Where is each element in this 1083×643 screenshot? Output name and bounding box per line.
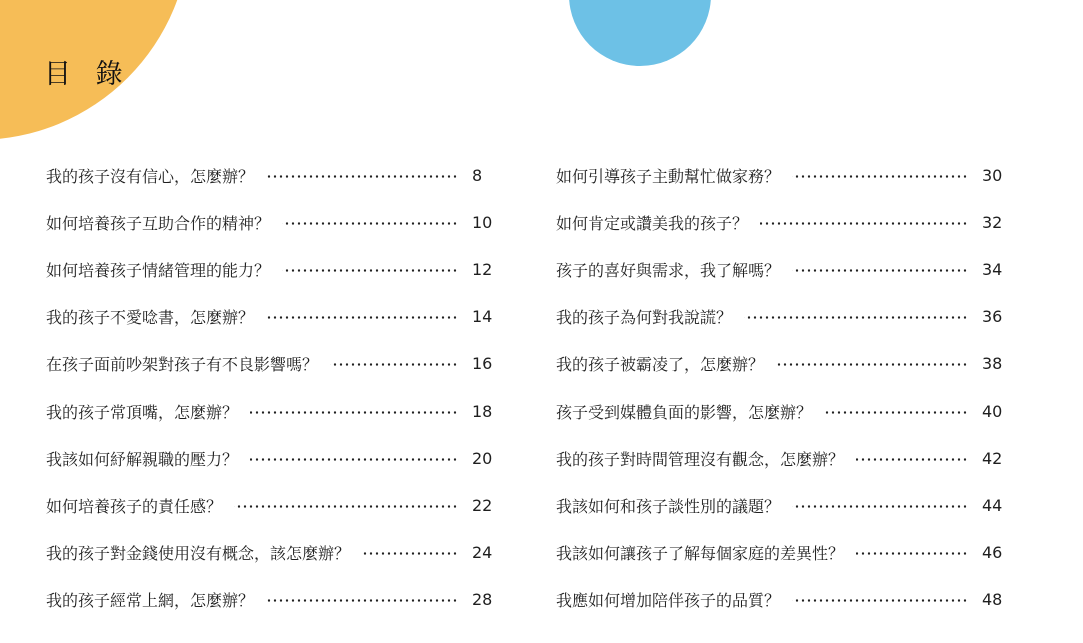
toc-entry-title: 我的孩子對時間管理沒有觀念，怎麼辦？ xyxy=(556,449,845,469)
dot-leader xyxy=(792,599,968,602)
dot-leader xyxy=(234,505,458,508)
toc-entry[interactable] xyxy=(46,387,506,434)
toc-entry[interactable] xyxy=(46,293,506,340)
toc-entry[interactable] xyxy=(556,387,1016,434)
toc-entry[interactable] xyxy=(556,576,1016,623)
toc-entry-title: 如何培養孩子情緒管理的能力？ xyxy=(46,261,271,281)
toc-entry-title: 我該如何和孩子談性別的議題？ xyxy=(556,496,781,516)
dot-leader xyxy=(792,175,968,178)
dot-leader xyxy=(760,222,968,225)
toc-entry[interactable] xyxy=(46,482,506,529)
dot-leader xyxy=(250,458,458,461)
dot-leader xyxy=(282,269,458,272)
dot-leader xyxy=(856,552,968,555)
dot-leader xyxy=(266,316,458,319)
toc-right-column xyxy=(556,152,1016,623)
toc-entry-page-number: 18 xyxy=(472,401,493,421)
toc-entry[interactable] xyxy=(556,435,1016,482)
toc-entry[interactable] xyxy=(556,246,1016,293)
dot-leader xyxy=(266,599,458,602)
toc-entry-title: 如何培養孩子互助合作的精神？ xyxy=(46,214,271,234)
toc-entry[interactable] xyxy=(46,576,506,623)
toc-entry-page-number: 48 xyxy=(982,589,1003,609)
toc-entry-title: 我的孩子沒有信心，怎麼辦？ xyxy=(46,167,255,187)
toc-entry-page-number: 30 xyxy=(982,166,1003,186)
toc-entry[interactable] xyxy=(556,199,1016,246)
toc-entry-page-number: 12 xyxy=(472,260,493,280)
toc-entry-title: 我的孩子為何對我說謊？ xyxy=(556,308,733,328)
toc-entry[interactable] xyxy=(46,246,506,293)
toc-entry-page-number: 38 xyxy=(982,354,1003,374)
toc-entry-page-number: 10 xyxy=(472,213,493,233)
toc-entry[interactable] xyxy=(46,199,506,246)
toc-left-column xyxy=(46,152,506,623)
toc-entry-title: 我的孩子對金錢使用沒有概念，該怎麼辦？ xyxy=(46,543,351,563)
toc-entry-title: 如何肯定或讚美我的孩子？ xyxy=(556,214,749,234)
dot-leader xyxy=(792,505,968,508)
toc-entry-title: 在孩子面前吵架對孩子有不良影響嗎？ xyxy=(46,355,319,375)
toc-entry-page-number: 42 xyxy=(982,448,1003,468)
toc-entry[interactable] xyxy=(46,435,506,482)
toc-entry-page-number: 20 xyxy=(472,448,493,468)
toc-entry-title: 我的孩子經常上網，怎麼辦？ xyxy=(46,590,255,610)
toc-entry-page-number: 22 xyxy=(472,495,493,515)
page-title: 目 錄 xyxy=(44,59,131,91)
toc-entry[interactable] xyxy=(556,529,1016,576)
toc-entry-title: 我該如何紓解親職的壓力？ xyxy=(46,449,239,469)
dot-leader xyxy=(776,363,968,366)
toc-entry[interactable] xyxy=(556,340,1016,387)
dot-leader xyxy=(824,411,968,414)
dot-leader xyxy=(250,411,458,414)
toc-entry-page-number: 34 xyxy=(982,260,1003,280)
toc-entry-page-number: 32 xyxy=(982,213,1003,233)
dot-leader xyxy=(856,458,968,461)
toc-entry[interactable] xyxy=(46,152,506,199)
toc-entry-title: 我應如何增加陪伴孩子的品質？ xyxy=(556,590,781,610)
toc-entry-page-number: 28 xyxy=(472,589,493,609)
toc-entry-title: 我的孩子常頂嘴，怎麼辦？ xyxy=(46,402,239,422)
toc-entry-title: 孩子的喜好與需求，我了解嗎？ xyxy=(556,261,781,281)
toc-entry[interactable] xyxy=(556,293,1016,340)
toc-entry-page-number: 46 xyxy=(982,542,1003,562)
dot-leader xyxy=(792,269,968,272)
toc-entry-page-number: 44 xyxy=(982,495,1003,515)
dot-leader xyxy=(362,552,458,555)
toc-entry[interactable] xyxy=(556,482,1016,529)
toc-entry-title: 孩子受到媒體負面的影響，怎麼辦？ xyxy=(556,402,813,422)
toc-entry-title: 我的孩子被霸凌了，怎麼辦？ xyxy=(556,355,765,375)
toc-entry-title: 如何引導孩子主動幫忙做家務？ xyxy=(556,167,781,187)
dot-leader xyxy=(282,222,458,225)
toc-entry[interactable] xyxy=(46,340,506,387)
blue-decorative-circle xyxy=(569,0,711,66)
toc-entry[interactable] xyxy=(556,152,1016,199)
toc-entry-page-number: 24 xyxy=(472,542,493,562)
toc-entry-title: 我的孩子不愛唸書，怎麼辦？ xyxy=(46,308,255,328)
toc-entry-page-number: 16 xyxy=(472,354,493,374)
toc-entry-page-number: 40 xyxy=(982,401,1003,421)
toc-entry-page-number: 14 xyxy=(472,307,493,327)
toc-entry-page-number: 8 xyxy=(472,166,483,186)
toc-entry-title: 我該如何讓孩子了解每個家庭的差異性？ xyxy=(556,543,845,563)
toc-entry-title: 如何培養孩子的責任感？ xyxy=(46,496,223,516)
dot-leader xyxy=(744,316,968,319)
dot-leader xyxy=(330,363,458,366)
dot-leader xyxy=(266,175,458,178)
toc-entry-page-number: 36 xyxy=(982,307,1003,327)
toc-entry[interactable] xyxy=(46,529,506,576)
